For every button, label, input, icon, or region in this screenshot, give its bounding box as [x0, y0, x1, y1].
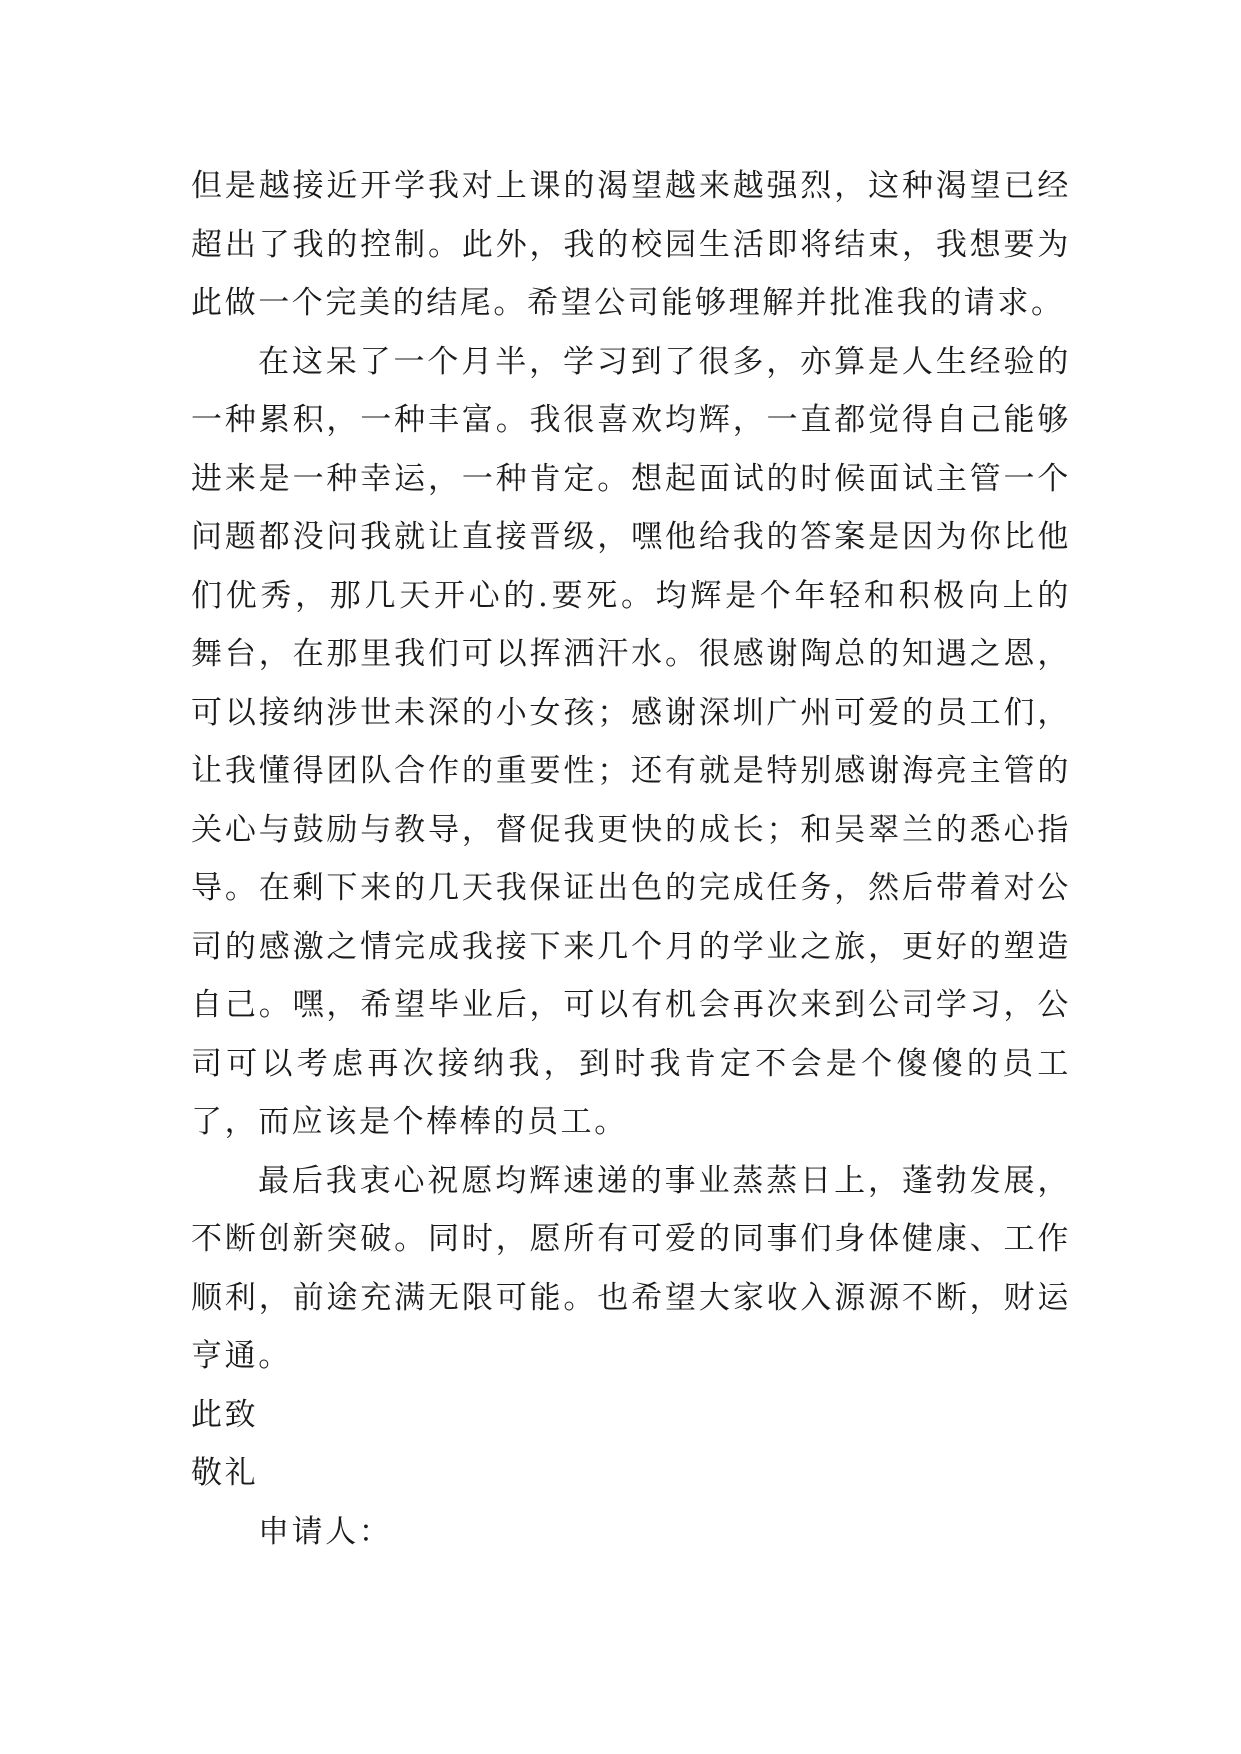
signature-label: 申请人： — [258, 1513, 393, 1550]
letter-body — [191, 157, 1071, 1561]
paragraph-continuation: 但是越接近开学我对上课的渴望越来越强烈，这种渴望已经超出了我的控制。此外，我的校园生活即将结束，我想要为此做一个完美的结尾。希望公司能够理解并批准我的请求。 — [191, 168, 1071, 321]
closing-respect: 敬礼 — [191, 1455, 259, 1491]
closing-salutation: 此致 — [191, 1396, 259, 1433]
paragraph-gratitude: 在这呆了一个月半，学习到了很多，亦算是人生经验的一种累积，一种丰富。我很喜欢均辉，一直都觉得自己能够进来是一种幸运，一种肯定。想起面试的时候面试主管一个问题都没问我就让直接晋级，嘿他给我的答案是因为你比他们优秀，那几天开心的.要死。均辉是个年轻和积极向上的舞台，在那里我们可以挥洒汗水。很感谢陶总的知遇之恩，可以接纳涉世未深的小女孩；感谢深圳广州可爱的员工们，让我懂得团队合作的重要性；还有就是特别感谢海亮主管的关心与鼓励与教导，督促我更快的成长；和吴翠兰的悉心指导。在剩下来的几天我保证出色的完成任务，然后带着对公司的感激之情完成我接下来几个月的学业之旅，更好的塑造自己。嘿，希望毕业后，可以有机会再次来到公司学习，公司可以考虑再次接纳我，到时我肯定不会是个傻傻的员工了，而应该是个棒棒的员工。 — [191, 343, 1071, 1140]
paragraph-wishes: 最后我衷心祝愿均辉速递的事业蒸蒸日上，蓬勃发展，不断创新突破。同时，愿所有可爱的同事们身体健康、工作顺利，前途充满无限可能。也希望大家收入源源不断，财运亨通。 — [191, 1162, 1071, 1374]
